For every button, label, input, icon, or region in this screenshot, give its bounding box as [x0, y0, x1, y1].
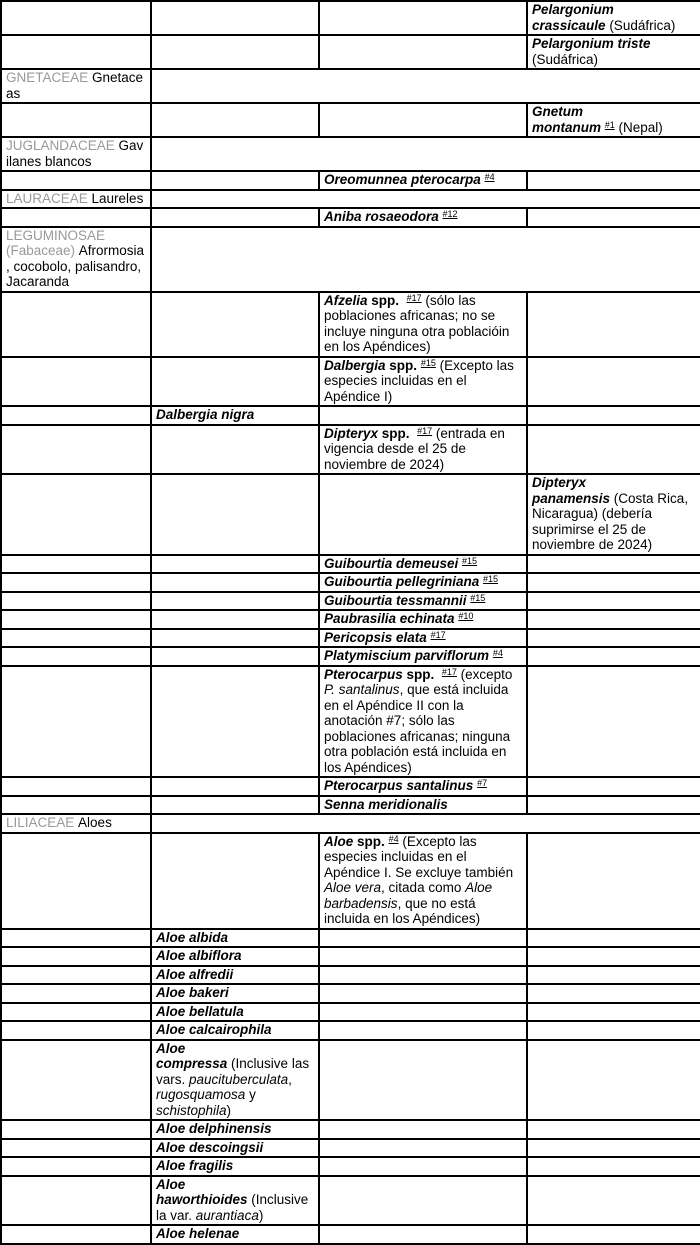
empty-cell: [1, 573, 151, 592]
species-cell: [527, 35, 700, 69]
empty-cell: [1, 796, 151, 815]
empty-cell: [1, 984, 151, 1003]
table-row: [1, 1040, 700, 1121]
empty-cell: [319, 1, 527, 35]
family-row: [1, 227, 700, 292]
inner-species-name: P. santalinus: [324, 682, 400, 697]
species-cell: [319, 647, 527, 666]
table-row: [1, 357, 700, 407]
empty-cell: [527, 1021, 700, 1040]
empty-cell: [319, 35, 527, 69]
family-name-label: GNETACEAE: [6, 70, 89, 85]
species-name: Aloe alfredii: [156, 966, 234, 982]
species-cell: [319, 425, 527, 475]
table-row: [1, 984, 700, 1003]
species-cell: [151, 1157, 319, 1176]
table-row: [1, 103, 700, 137]
inner-species-name: aurantiaca: [195, 1207, 259, 1223]
table-row: [1, 474, 700, 555]
empty-cell: [527, 796, 700, 815]
species-name: Platymiscium parviflorum: [324, 648, 490, 663]
empty-cell: [151, 833, 319, 929]
table-row: [1, 592, 700, 611]
text-run: Gnetaceas: [6, 70, 144, 101]
empty-cell: [527, 1040, 700, 1121]
empty-cell: [1, 171, 151, 190]
species-name: Aloe descoingsii: [156, 1139, 264, 1155]
empty-cell: [319, 474, 527, 555]
species-cell: [151, 1003, 319, 1022]
table-row: [1, 833, 700, 929]
empty-cell: [1, 1120, 151, 1139]
species-cell: [151, 406, 319, 425]
text-run: [434, 667, 442, 682]
empty-cell: [1, 103, 151, 137]
text-run: , que no está incluida en los Apéndices): [324, 895, 481, 926]
species-name: Aloe haworthioides: [156, 1176, 248, 1207]
annotation-link[interactable]: #12: [442, 209, 458, 219]
empty-cell: [527, 555, 700, 574]
empty-cell: [527, 292, 700, 357]
species-name: Afzelia: [324, 292, 368, 308]
empty-cell: [527, 833, 700, 929]
text-run: [410, 426, 418, 441]
empty-cell: [151, 647, 319, 666]
table-row: [1, 1139, 700, 1158]
table-row: [1, 1120, 700, 1139]
species-cell: [319, 357, 527, 407]
table-row: [1, 573, 700, 592]
table-row: [1, 1176, 700, 1226]
annotation-link[interactable]: #10: [458, 611, 474, 621]
empty-cell: [151, 103, 319, 137]
empty-cell: [527, 573, 700, 592]
annotation-link[interactable]: #17: [417, 425, 433, 436]
empty-cell: [527, 1139, 700, 1158]
inner-species-name: Aloe vera: [324, 880, 382, 895]
species-cell: [527, 1, 700, 35]
family-row: [1, 137, 700, 171]
empty-cell: [319, 406, 527, 425]
annotation-link[interactable]: #4: [388, 833, 399, 844]
table-row: [1, 1225, 700, 1244]
text-run: (Costa Rica, Nicaragua) (debería suprimirse el 25 de noviembre de 2024): [532, 490, 689, 552]
empty-cell: [527, 966, 700, 985]
species-cell: [319, 796, 527, 815]
text-run: ): [226, 1102, 232, 1118]
spp-abbrev: spp.: [371, 292, 400, 308]
table-row: [1, 929, 700, 948]
species-cell: [319, 573, 527, 592]
table-row: [1, 666, 700, 778]
family-cell: [1, 227, 151, 292]
empty-cell: [1, 425, 151, 475]
species-name: Gnetum montanum: [532, 104, 601, 135]
species-name: Pelargonium crassicaule: [532, 2, 614, 33]
empty-cell: [527, 666, 700, 778]
species-name: Dalbergia: [324, 357, 386, 373]
annotation-link[interactable]: #15: [462, 555, 478, 566]
empty-cell: [1, 406, 151, 425]
empty-cell: [319, 1176, 527, 1226]
empty-cell: [1, 1040, 151, 1121]
text-run: Laureles: [87, 190, 144, 206]
spp-abbrev: spp.: [357, 833, 385, 849]
empty-cell: [527, 357, 700, 407]
empty-cell: [1, 1021, 151, 1040]
table-row: [1, 555, 700, 574]
species-cell: [319, 292, 527, 357]
empty-cell: [319, 1139, 527, 1158]
text-run: ,: [288, 1071, 292, 1087]
empty-cell: [151, 357, 319, 407]
species-cell: [319, 610, 527, 629]
text-run: y: [245, 1087, 256, 1102]
empty-cell: [1, 1157, 151, 1176]
species-name: Aloe bakeri: [156, 985, 229, 1000]
annotation-link[interactable]: #4: [492, 648, 503, 658]
species-name: Pterocarpus: [324, 666, 403, 682]
annotation-link[interactable]: #17: [406, 292, 422, 303]
empty-cell: [151, 227, 700, 292]
species-name: Aniba rosaeodora: [324, 209, 439, 224]
family-row: [1, 69, 700, 103]
species-name: Aloe albida: [156, 929, 229, 945]
text-run: , citada como: [381, 880, 466, 895]
text-run: Aloes: [74, 815, 112, 830]
table-row: [1, 796, 700, 815]
species-name: Pelargonium triste: [532, 36, 651, 51]
empty-cell: [151, 425, 319, 475]
empty-cell: [527, 208, 700, 227]
empty-cell: [1, 208, 151, 227]
empty-cell: [319, 1040, 527, 1121]
species-cell: [151, 984, 319, 1003]
species-cell: [151, 1225, 319, 1244]
table-row: [1, 947, 700, 966]
family-cell: [1, 190, 151, 209]
empty-cell: [319, 1003, 527, 1022]
family-name-label: LILIACEAE: [6, 815, 75, 830]
empty-cell: [1, 555, 151, 574]
empty-cell: [151, 1, 319, 35]
empty-cell: [151, 137, 700, 171]
species-name: Oreomunnea pterocarpa: [324, 172, 481, 187]
text-run: (sólo las poblaciones africanas; no se incluye ninguna otra poblacióin en los Apéndices): [324, 292, 510, 354]
family-cell: [1, 137, 151, 171]
inner-species-name: paucituberculata: [189, 1071, 289, 1087]
empty-cell: [527, 929, 700, 948]
empty-cell: [527, 1003, 700, 1022]
empty-cell: [527, 610, 700, 629]
empty-cell: [527, 1225, 700, 1244]
empty-cell: [151, 474, 319, 555]
species-name: Pterocarpus santalinus: [324, 778, 474, 793]
empty-cell: [1, 292, 151, 357]
species-name: Aloe compressa: [156, 1040, 228, 1071]
empty-cell: [151, 814, 700, 833]
species-cell: [151, 966, 319, 985]
species-name: Dipteryx panamensis: [532, 475, 611, 506]
species-cell: [319, 833, 527, 929]
species-name: Dalbergia nigra: [156, 407, 255, 422]
empty-cell: [319, 1120, 527, 1139]
empty-cell: [527, 777, 700, 796]
inner-species-name: schistophila: [156, 1102, 227, 1118]
species-name: Guibourtia pellegriniana: [324, 574, 480, 589]
species-name: Pericopsis elata: [324, 629, 427, 645]
family-row: [1, 814, 700, 833]
empty-cell: [1, 629, 151, 648]
empty-cell: [151, 171, 319, 190]
annotation-link[interactable]: #15: [483, 574, 499, 584]
family-cell: [1, 69, 151, 103]
empty-cell: [1, 777, 151, 796]
table-row: [1, 610, 700, 629]
table-body: [1, 1, 700, 1244]
spp-abbrev: spp.: [381, 425, 410, 441]
empty-cell: [1, 474, 151, 555]
text-run: (Excepto las especies incluidas en el Apéndice I): [324, 357, 514, 404]
annotation-link[interactable]: #7: [477, 778, 488, 788]
empty-cell: [319, 103, 527, 137]
text-run: ): [258, 1207, 264, 1223]
empty-cell: [319, 1021, 527, 1040]
empty-cell: [151, 555, 319, 574]
empty-cell: [319, 929, 527, 948]
text-run: (Nepal): [614, 119, 663, 135]
empty-cell: [527, 647, 700, 666]
empty-cell: [1, 1225, 151, 1244]
empty-cell: [151, 35, 319, 69]
text-run: Gavilanes blancos: [6, 138, 144, 169]
species-cell: [319, 208, 527, 227]
table-row: [1, 406, 700, 425]
species-name: Paubrasilia echinata: [324, 611, 455, 626]
species-name: Aloe helenae: [156, 1226, 240, 1241]
empty-cell: [527, 629, 700, 648]
species-cell: [151, 1139, 319, 1158]
empty-cell: [319, 966, 527, 985]
table-row: [1, 1, 700, 35]
table-row: [1, 292, 700, 357]
species-cell: [151, 1021, 319, 1040]
text-run: (Sudáfrica): [532, 51, 599, 67]
empty-cell: [1, 966, 151, 985]
table-row: [1, 1157, 700, 1176]
empty-cell: [151, 666, 319, 778]
empty-cell: [1, 647, 151, 666]
table-row: [1, 777, 700, 796]
family-name-label: LEGUMINOSAE (Fabaceae): [6, 227, 106, 258]
empty-cell: [527, 1176, 700, 1226]
text-run: (Inclusive las vars.: [156, 1056, 310, 1087]
text-run: (Inclusive la var.: [156, 1192, 309, 1223]
empty-cell: [151, 573, 319, 592]
empty-cell: [319, 984, 527, 1003]
species-cell: [151, 1040, 319, 1121]
text-run: [399, 293, 407, 308]
spp-abbrev: spp.: [389, 357, 418, 373]
empty-cell: [1, 666, 151, 778]
empty-cell: [1, 929, 151, 948]
table-row: [1, 1021, 700, 1040]
inner-species-name: rugosquamosa: [156, 1087, 246, 1102]
species-cell: [527, 103, 700, 137]
species-name: Aloe bellatula: [156, 1003, 244, 1019]
empty-cell: [151, 629, 319, 648]
empty-cell: [1, 1003, 151, 1022]
empty-cell: [527, 171, 700, 190]
table-row: [1, 171, 700, 190]
table-row: [1, 1003, 700, 1022]
text-run: , que está incluida en el Apéndice II con la anotación #7; sólo las poblaciones africanas; ninguna otra población está incluida en los Apéndices): [324, 682, 511, 775]
annotation-link[interactable]: #4: [484, 172, 495, 182]
empty-cell: [1, 1, 151, 35]
empty-cell: [151, 208, 319, 227]
empty-cell: [151, 592, 319, 611]
annotation-link[interactable]: #17: [441, 666, 457, 677]
empty-cell: [1, 592, 151, 611]
empty-cell: [527, 1120, 700, 1139]
table-row: [1, 35, 700, 69]
family-cell: [1, 814, 151, 833]
species-cell: [151, 947, 319, 966]
species-cell: [319, 666, 527, 778]
species-name: Aloe calcairophila: [156, 1022, 272, 1037]
species-name: Aloe fragilis: [156, 1158, 234, 1173]
table-row: [1, 629, 700, 648]
annotation-link[interactable]: #15: [420, 357, 436, 368]
text-run: (excepto: [456, 666, 513, 682]
empty-cell: [1, 1139, 151, 1158]
table-row: [1, 647, 700, 666]
empty-cell: [527, 406, 700, 425]
empty-cell: [1, 947, 151, 966]
text-run: (Sudáfrica): [605, 17, 676, 33]
table-row: [1, 425, 700, 475]
empty-cell: [1, 833, 151, 929]
spp-abbrev: spp.: [406, 666, 435, 682]
annotation-link[interactable]: #1: [604, 119, 615, 130]
species-name: Senna meridionalis: [324, 796, 448, 812]
species-name: Guibourtia demeusei: [324, 555, 459, 571]
species-cell: [319, 171, 527, 190]
empty-cell: [151, 190, 700, 209]
empty-cell: [1, 35, 151, 69]
species-cell: [151, 929, 319, 948]
species-cell: [319, 555, 527, 574]
species-cell: [319, 629, 527, 648]
text-run: (entrada en vigencia desde el 25 de noviembre de 2024): [324, 425, 505, 472]
table-row: [1, 966, 700, 985]
species-name: Guibourtia tessmannii: [324, 592, 467, 608]
empty-cell: [151, 610, 319, 629]
species-cell: [151, 1176, 319, 1226]
species-name: Aloe delphinensis: [156, 1121, 272, 1136]
empty-cell: [151, 796, 319, 815]
inner-species-name: Aloe barbadensis: [324, 880, 493, 911]
species-name: Aloe: [324, 833, 354, 849]
family-name-label: JUGLANDACEAE: [6, 138, 115, 153]
annotation-link[interactable]: #15: [470, 592, 486, 603]
empty-cell: [151, 292, 319, 357]
empty-cell: [527, 592, 700, 611]
text-run: Afrormosia, cocobolo, palisandro, Jacaranda: [6, 243, 145, 289]
empty-cell: [319, 947, 527, 966]
empty-cell: [1, 610, 151, 629]
empty-cell: [527, 984, 700, 1003]
species-cell: [527, 474, 700, 555]
family-name-label: LAURACEAE: [6, 190, 88, 206]
empty-cell: [527, 1157, 700, 1176]
empty-cell: [319, 1225, 527, 1244]
species-name: Aloe albiflora: [156, 948, 242, 963]
empty-cell: [527, 425, 700, 475]
empty-cell: [319, 1157, 527, 1176]
empty-cell: [151, 777, 319, 796]
species-name: Dipteryx: [324, 425, 379, 441]
text-run: (Excepto las especies incluidas en el Apéndice I. Se excluye también: [324, 833, 514, 880]
empty-cell: [1, 357, 151, 407]
species-cell: [319, 777, 527, 796]
table-row: [1, 208, 700, 227]
family-row: [1, 190, 700, 209]
empty-cell: [1, 1176, 151, 1226]
annotation-link[interactable]: #17: [430, 629, 446, 640]
empty-cell: [527, 947, 700, 966]
species-cell: [319, 592, 527, 611]
species-cell: [151, 1120, 319, 1139]
empty-cell: [151, 69, 700, 103]
